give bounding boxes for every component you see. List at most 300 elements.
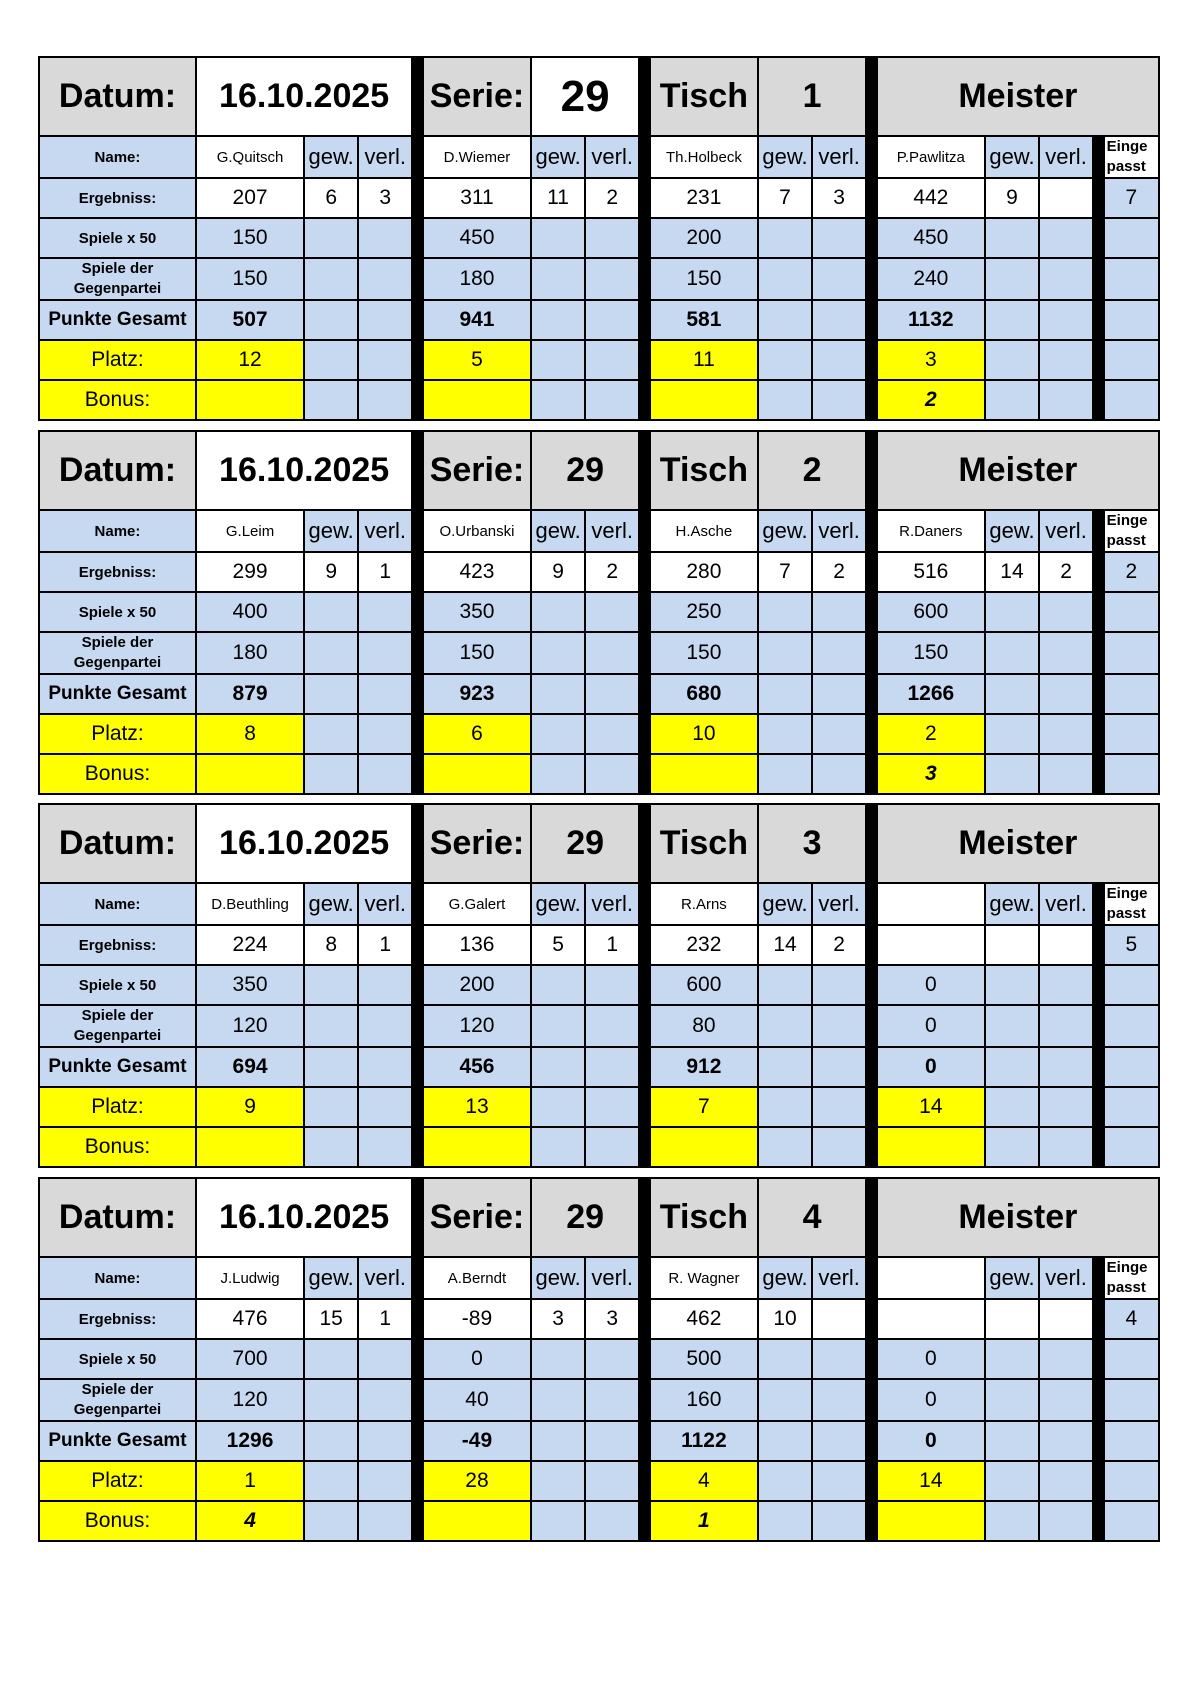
empty-cell [758,258,812,300]
spiele50-value: 450 [423,218,531,258]
empty-cell [758,714,812,754]
bonus-value [423,380,531,420]
meister-label: Meister [877,804,1159,883]
bonus-label: Bonus: [39,754,196,794]
empty-cell [758,218,812,258]
empty-cell [358,714,412,754]
empty-cell [812,674,866,714]
separator [866,431,877,510]
separator [639,883,650,925]
bonus-value [650,380,758,420]
punkte-gesamt-value: 1122 [650,1421,758,1461]
separator [412,632,423,674]
bonus-label: Bonus: [39,1501,196,1541]
spiele50-value: 500 [650,1339,758,1379]
punkte-gesamt-label: Punkte Gesamt [39,300,196,340]
empty-cell [1104,1047,1159,1087]
empty-cell [531,1047,585,1087]
gew-value [985,925,1039,965]
empty-cell [758,754,812,794]
empty-cell [1104,380,1159,420]
verl-value: 1 [585,925,639,965]
empty-cell [358,965,412,1005]
separator [412,431,423,510]
tisch-label: Tisch [650,804,758,883]
tisch-label: Tisch [650,57,758,136]
empty-cell [1039,754,1093,794]
player-name: Th.Holbeck [650,136,758,178]
empty-cell [1104,1461,1159,1501]
empty-cell [585,218,639,258]
ergebnis-label: Ergebniss: [39,925,196,965]
empty-cell [985,632,1039,674]
gegenpartei-value: 0 [877,1379,985,1421]
separator [639,1421,650,1461]
separator [866,883,877,925]
separator [639,632,650,674]
empty-cell [1104,632,1159,674]
bonus-label: Bonus: [39,380,196,420]
tisch-value: 3 [758,804,866,883]
ergebnis-value: 476 [196,1299,304,1339]
verl-header: verl. [812,136,866,178]
empty-cell [1039,1339,1093,1379]
separator [866,674,877,714]
tisch-value: 1 [758,57,866,136]
separator [412,754,423,794]
empty-cell [358,1501,412,1541]
separator [1093,1087,1104,1127]
separator [639,1005,650,1047]
punkte-gesamt-value: 507 [196,300,304,340]
punkte-gesamt-value: 941 [423,300,531,340]
separator [1093,136,1104,178]
verl-header: verl. [358,883,412,925]
empty-cell [812,754,866,794]
gew-header: gew. [304,510,358,552]
separator [1093,754,1104,794]
empty-cell [1104,1005,1159,1047]
spiele50-value: 350 [196,965,304,1005]
verl-value: 2 [585,552,639,592]
empty-cell [531,674,585,714]
empty-cell [758,1127,812,1167]
empty-cell [812,218,866,258]
separator [412,136,423,178]
separator [866,804,877,883]
empty-cell [358,1127,412,1167]
gegenpartei-value: 180 [423,258,531,300]
verl-value [1039,1299,1093,1339]
meister-label: Meister [877,57,1159,136]
empty-cell [531,632,585,674]
separator [1093,380,1104,420]
empty-cell [812,1127,866,1167]
separator [1093,1005,1104,1047]
empty-cell [758,1421,812,1461]
separator [866,57,877,136]
empty-cell [304,632,358,674]
empty-cell [812,965,866,1005]
empty-cell [985,1087,1039,1127]
empty-cell [812,1461,866,1501]
separator [412,380,423,420]
gew-value: 6 [304,178,358,218]
empty-cell [304,1005,358,1047]
separator [1093,1339,1104,1379]
empty-cell [1104,1339,1159,1379]
player-name: P.Pawlitza [877,136,985,178]
separator [1093,1047,1104,1087]
separator [1093,965,1104,1005]
empty-cell [1104,1127,1159,1167]
gew-header: gew. [985,510,1039,552]
separator [1093,714,1104,754]
separator [866,1461,877,1501]
punkte-gesamt-value: 1266 [877,674,985,714]
verl-header: verl. [358,510,412,552]
gew-header: gew. [531,136,585,178]
empty-cell [531,300,585,340]
platz-value: 28 [423,1461,531,1501]
empty-cell [585,674,639,714]
spiele50-value: 0 [877,965,985,1005]
empty-cell [585,965,639,1005]
empty-cell [1104,674,1159,714]
eingepasst-value: 5 [1104,925,1159,965]
serie-value: 29 [531,431,639,510]
empty-cell [758,1087,812,1127]
separator [639,1257,650,1299]
separator [639,1379,650,1421]
spiele50-value: 600 [877,592,985,632]
player-name: G.Galert [423,883,531,925]
meister-label: Meister [877,1178,1159,1257]
empty-cell [304,1127,358,1167]
separator [1093,632,1104,674]
empty-cell [985,965,1039,1005]
empty-cell [1039,1461,1093,1501]
gew-value: 10 [758,1299,812,1339]
serie-label: Serie: [423,57,531,136]
separator [1093,1257,1104,1299]
separator [639,592,650,632]
spiele50-value: 0 [423,1339,531,1379]
name-label: Name: [39,1257,196,1299]
gegenpartei-value: 150 [650,632,758,674]
bonus-label: Bonus: [39,1127,196,1167]
separator [412,178,423,218]
empty-cell [585,592,639,632]
empty-cell [358,754,412,794]
separator [866,1127,877,1167]
score-table-3 [38,803,1160,1168]
separator [639,218,650,258]
separator [639,1087,650,1127]
empty-cell [531,380,585,420]
separator [639,714,650,754]
bonus-value [877,1127,985,1167]
player-name: D.Wiemer [423,136,531,178]
separator [866,136,877,178]
separator [1093,1379,1104,1421]
separator [1093,1127,1104,1167]
separator [1093,883,1104,925]
player-name: J.Ludwig [196,1257,304,1299]
platz-value: 14 [877,1087,985,1127]
gegenpartei-value: 160 [650,1379,758,1421]
gegenpartei-value: 240 [877,258,985,300]
bonus-value [650,754,758,794]
separator [412,218,423,258]
separator [412,674,423,714]
punkte-gesamt-value: 456 [423,1047,531,1087]
separator [1093,674,1104,714]
platz-value: 9 [196,1087,304,1127]
gegenpartei-value: 150 [423,632,531,674]
player-name: R.Daners [877,510,985,552]
separator [412,1127,423,1167]
separator [866,178,877,218]
separator [1093,552,1104,592]
separator [866,1178,877,1257]
platz-label: Platz: [39,1087,196,1127]
empty-cell [758,1339,812,1379]
empty-cell [985,1047,1039,1087]
datum-label: Datum: [39,57,196,136]
gegenpartei-label: Spiele der Gegenpartei [39,632,196,674]
separator [639,57,650,136]
gew-value: 14 [985,552,1039,592]
separator [412,1421,423,1461]
separator [412,1501,423,1541]
separator [412,1087,423,1127]
empty-cell [758,300,812,340]
verl-value: 2 [812,925,866,965]
separator [866,1501,877,1541]
serie-label: Serie: [423,431,531,510]
gegenpartei-value: 180 [196,632,304,674]
separator [866,632,877,674]
datum-label: Datum: [39,1178,196,1257]
separator [866,300,877,340]
bonus-value [196,380,304,420]
empty-cell [1104,592,1159,632]
eingepasst-header: Einge passt [1104,136,1159,178]
separator [412,510,423,552]
serie-value: 29 [531,1178,639,1257]
separator [866,552,877,592]
empty-cell [304,1339,358,1379]
eingepasst-value: 2 [1104,552,1159,592]
punkte-gesamt-value: 0 [877,1421,985,1461]
separator [412,1379,423,1421]
empty-cell [1104,218,1159,258]
separator [1093,510,1104,552]
spiele50-label: Spiele x 50 [39,592,196,632]
bonus-value: 2 [877,380,985,420]
separator [639,1299,650,1339]
gegenpartei-value: 150 [650,258,758,300]
separator [866,714,877,754]
empty-cell [531,592,585,632]
gew-header: gew. [758,510,812,552]
empty-cell [585,1047,639,1087]
verl-header: verl. [1039,136,1093,178]
empty-cell [1039,1127,1093,1167]
ergebnis-value: 299 [196,552,304,592]
ergebnis-value: 232 [650,925,758,965]
datum-value: 16.10.2025 [196,57,412,136]
empty-cell [1104,300,1159,340]
player-name [877,883,985,925]
spiele50-label: Spiele x 50 [39,965,196,1005]
gegenpartei-value: 150 [877,632,985,674]
separator [412,1178,423,1257]
separator [1093,1501,1104,1541]
empty-cell [531,714,585,754]
empty-cell [531,1087,585,1127]
name-label: Name: [39,136,196,178]
separator [1093,258,1104,300]
spiele50-value: 150 [196,218,304,258]
separator [639,136,650,178]
separator [866,1087,877,1127]
ergebnis-value: 311 [423,178,531,218]
separator [412,714,423,754]
empty-cell [812,632,866,674]
empty-cell [358,592,412,632]
empty-cell [985,1421,1039,1461]
player-name: R. Wagner [650,1257,758,1299]
verl-header: verl. [812,883,866,925]
separator [866,1339,877,1379]
empty-cell [985,340,1039,380]
separator [412,965,423,1005]
datum-value: 16.10.2025 [196,804,412,883]
separator [866,965,877,1005]
punkte-gesamt-value: -49 [423,1421,531,1461]
empty-cell [985,754,1039,794]
separator [866,1299,877,1339]
separator [866,925,877,965]
empty-cell [358,1087,412,1127]
empty-cell [1104,1501,1159,1541]
eingepasst-header: Einge passt [1104,510,1159,552]
gegenpartei-label: Spiele der Gegenpartei [39,258,196,300]
separator [866,510,877,552]
empty-cell [358,380,412,420]
empty-cell [304,1047,358,1087]
verl-value [1039,178,1093,218]
gew-value: 5 [531,925,585,965]
verl-header: verl. [358,136,412,178]
empty-cell [812,1087,866,1127]
verl-value: 2 [585,178,639,218]
empty-cell [304,1087,358,1127]
empty-cell [304,218,358,258]
empty-cell [1039,380,1093,420]
ergebnis-value: 231 [650,178,758,218]
separator [639,1127,650,1167]
empty-cell [812,1339,866,1379]
ergebnis-label: Ergebniss: [39,1299,196,1339]
separator [412,340,423,380]
empty-cell [304,258,358,300]
verl-value: 1 [358,552,412,592]
punkte-gesamt-value: 879 [196,674,304,714]
empty-cell [1104,258,1159,300]
separator [639,925,650,965]
empty-cell [585,754,639,794]
empty-cell [985,1379,1039,1421]
punkte-gesamt-value: 581 [650,300,758,340]
platz-label: Platz: [39,714,196,754]
separator [412,804,423,883]
separator [412,592,423,632]
platz-value: 3 [877,340,985,380]
tisch-label: Tisch [650,431,758,510]
spiele50-value: 0 [877,1339,985,1379]
verl-header: verl. [812,1257,866,1299]
empty-cell [1104,1379,1159,1421]
spiele50-label: Spiele x 50 [39,1339,196,1379]
gew-header: gew. [304,883,358,925]
separator [639,510,650,552]
empty-cell [812,258,866,300]
spiele50-value: 350 [423,592,531,632]
gew-header: gew. [985,1257,1039,1299]
empty-cell [304,1501,358,1541]
empty-cell [1039,674,1093,714]
punkte-gesamt-label: Punkte Gesamt [39,674,196,714]
separator [639,965,650,1005]
bonus-value [196,754,304,794]
empty-cell [1039,1421,1093,1461]
ergebnis-value: 224 [196,925,304,965]
empty-cell [585,632,639,674]
empty-cell [358,1047,412,1087]
empty-cell [812,340,866,380]
platz-value: 2 [877,714,985,754]
spiele50-value: 600 [650,965,758,1005]
gew-value: 7 [758,178,812,218]
empty-cell [812,300,866,340]
gegenpartei-value: 120 [196,1379,304,1421]
bonus-value [877,1501,985,1541]
player-name: G.Leim [196,510,304,552]
platz-label: Platz: [39,340,196,380]
separator [866,258,877,300]
empty-cell [585,258,639,300]
gegenpartei-value: 120 [196,1005,304,1047]
separator [639,674,650,714]
empty-cell [304,380,358,420]
empty-cell [985,1501,1039,1541]
platz-value: 7 [650,1087,758,1127]
meister-label: Meister [877,431,1159,510]
platz-value: 10 [650,714,758,754]
bonus-value [423,1127,531,1167]
bonus-value: 3 [877,754,985,794]
separator [639,300,650,340]
empty-cell [531,1421,585,1461]
empty-cell [531,1005,585,1047]
gegenpartei-value: 0 [877,1005,985,1047]
separator [412,1339,423,1379]
verl-header: verl. [812,510,866,552]
empty-cell [1039,1501,1093,1541]
